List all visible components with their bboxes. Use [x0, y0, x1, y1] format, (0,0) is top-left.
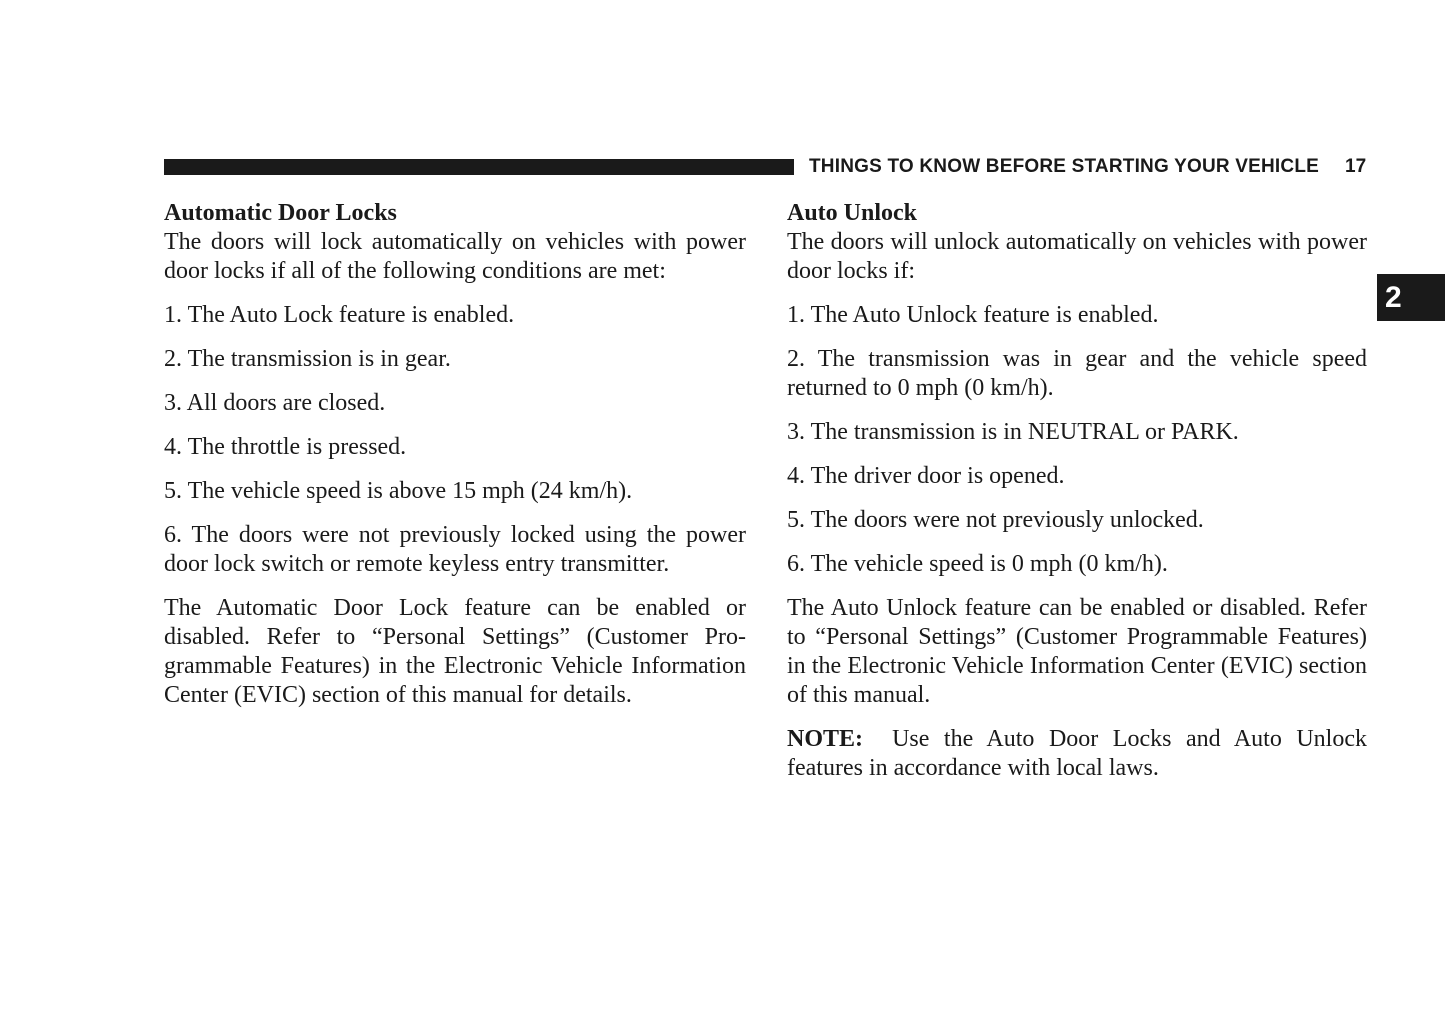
page-number: 17	[1345, 156, 1367, 177]
list-item: 2. The transmission is in gear.	[164, 346, 451, 372]
header-rule-bar	[164, 159, 794, 175]
section-tab: 2	[1377, 274, 1445, 321]
right-intro-paragraph: The doors will unlock automatically on vehicles with power door locks if:	[787, 229, 1367, 284]
left-intro-paragraph: The doors will lock automatically on vehicles with power door locks if all of the following conditions are met:	[164, 229, 746, 284]
right-closing-paragraph: The Auto Unlock feature can be enabled or disabled. Refer to “Personal Settings” (Customer Programmable Features) in the Electronic Vehicle Information Center (EVIC) section of this manual.	[787, 595, 1367, 708]
list-item: 2. The transmission was in gear and the vehicle speed returned to 0 mph (0 km/h).	[787, 346, 1367, 401]
section-heading-automatic-door-locks: Automatic Door Locks	[164, 200, 397, 226]
list-item: 4. The throttle is pressed.	[164, 434, 407, 460]
note-paragraph	[787, 725, 1367, 783]
list-item: 3. The transmission is in NEUTRAL or PARK.	[787, 419, 1239, 445]
list-item: 5. The vehicle speed is above 15 mph (24 km/h).	[164, 478, 633, 504]
list-item: 4. The driver door is opened.	[787, 463, 1065, 489]
list-item: 6. The vehicle speed is 0 mph (0 km/h).	[787, 551, 1168, 577]
list-item: 1. The Auto Lock feature is enabled.	[164, 302, 515, 328]
list-item: 1. The Auto Unlock feature is enabled.	[787, 302, 1159, 328]
left-column	[164, 199, 746, 725]
list-item: 5. The doors were not previously unlocked.	[787, 507, 1204, 533]
left-closing-paragraph: The Automatic Door Lock feature can be enabled or disabled. Refer to “Personal Settings” (Customer Programmable Features) in the Electronic Vehicle Information Center (EVIC) section of this manual for details.	[164, 595, 746, 708]
note-text: Use the Auto Door Locks and Auto Unlock features in accordance with local laws.	[787, 726, 1367, 781]
running-header-title: THINGS TO KNOW BEFORE STARTING YOUR VEHICLE	[809, 156, 1320, 177]
right-column	[787, 199, 1367, 798]
section-heading-auto-unlock: Auto Unlock	[787, 200, 918, 226]
list-item: 3. All doors are closed.	[164, 390, 386, 416]
note-label: NOTE:	[787, 726, 864, 752]
list-item: 6. The doors were not previously locked using the power door lock switch or remote keyless entry transmitter.	[164, 522, 746, 577]
